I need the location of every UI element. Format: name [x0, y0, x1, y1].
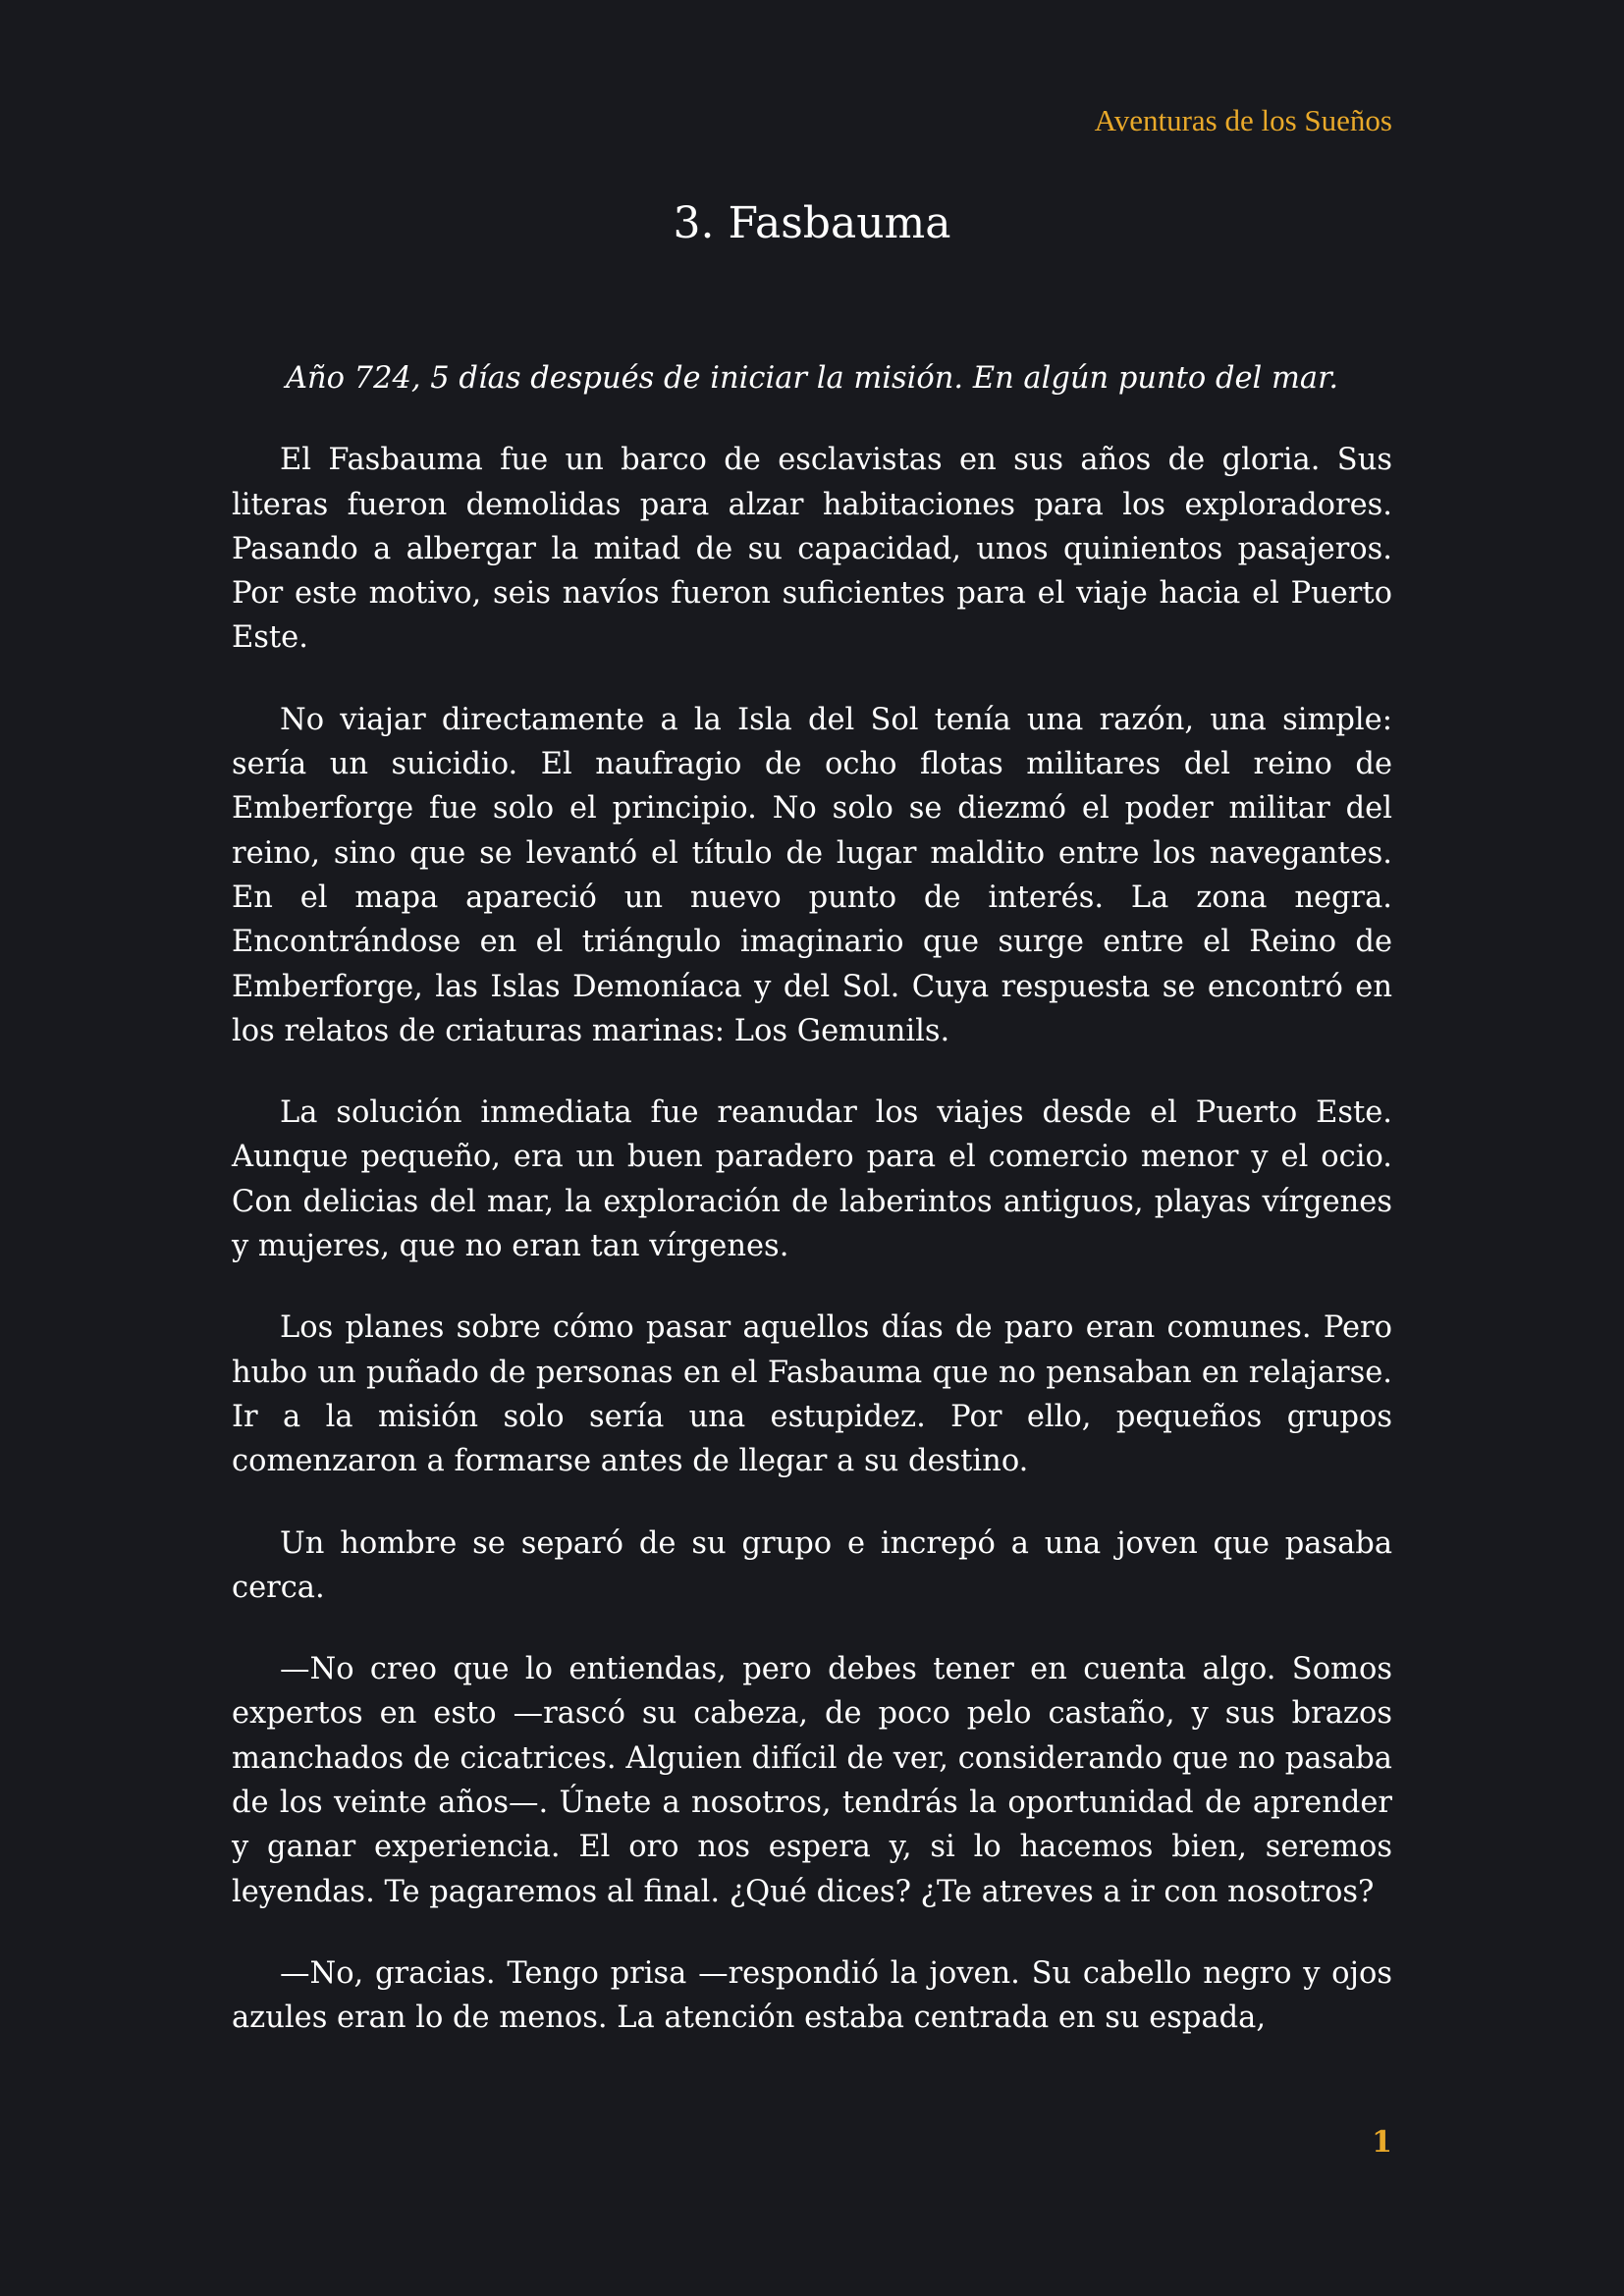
paragraph: Un hombre se separó de su grupo e increpó a una joven que pasaba cerca. [232, 1525, 1392, 1605]
paragraph: No viajar directamente a la Isla del Sol tenía una razón, una simple: sería un suicidio. El naufragio de ocho flotas militares del reino de Emberforge fue solo el principio. No solo se diezmó el poder militar del reino, sino que se levantó el título de lugar maldito entre los navegantes. En el mapa apareció un nuevo punto de interés. La zona negra. Encontrándose en el triángulo imaginario que surge entre el Reino de Emberforge, las Islas Demoníaca y del Sol. Cuya respuesta se encontró en los relatos de criaturas marinas: Los Gemunils. [232, 702, 1392, 1048]
chapter-epigraph: Año 724, 5 días después de iniciar la misión. En algún punto del mar. [285, 361, 1339, 396]
paragraph: —No creo que lo entiendas, pero debes tener en cuenta algo. Somos expertos en esto —rascó su cabeza, de poco pelo castaño, y sus brazos manchados de cicatrices. Alguien difícil de ver, considerando que no pasaba de los veinte años—. Únete a nosotros, tendrás la oportunidad de aprender y ganar experiencia. El oro nos espera y, si lo hacemos bien, seremos leyendas. Te pagaremos al final. ¿Qué dices? ¿Te atreves a ir con nosotros? [232, 1652, 1392, 1909]
paragraph: —No, gracias. Tengo prisa —respondió la joven. Su cabello negro y ojos azules eran lo de menos. La atención estaba centrada en su espada, [232, 1955, 1392, 2036]
chapter-title: 3. Fasbauma [673, 198, 951, 248]
running-header-book-title: Aventuras de los Sueños [1094, 103, 1392, 137]
document-page [232, 0, 1392, 2296]
chapter-body [232, 356, 1392, 2078]
paragraph: La solución inmediata fue reanudar los viajes desde el Puerto Este. Aunque pequeño, era un buen paradero para el comercio menor y el ocio. Con delicias del mar, la exploración de laberintos antiguos, playas vírgenes y mujeres, que no eran tan vírgenes. [232, 1095, 1392, 1264]
paragraph: Los planes sobre cómo pasar aquellos días de paro eran comunes. Pero hubo un puñado de personas en el Fasbauma que no pensaban en relajarse. Ir a la misión solo sería una estupidez. Por ello, pequeños grupos comenzaron a formarse antes de llegar a su destino. [232, 1310, 1392, 1479]
page-number: 1 [1372, 2125, 1392, 2160]
paragraph: El Fasbauma fue un barco de esclavistas en sus años de gloria. Sus literas fueron demolidas para alzar habitaciones para los exploradores. Pasando a albergar la mitad de su capacidad, unos quinientos pasajeros. Por este motivo, seis navíos fueron suficientes para el viaje hacia el Puerto Este. [232, 443, 1392, 656]
